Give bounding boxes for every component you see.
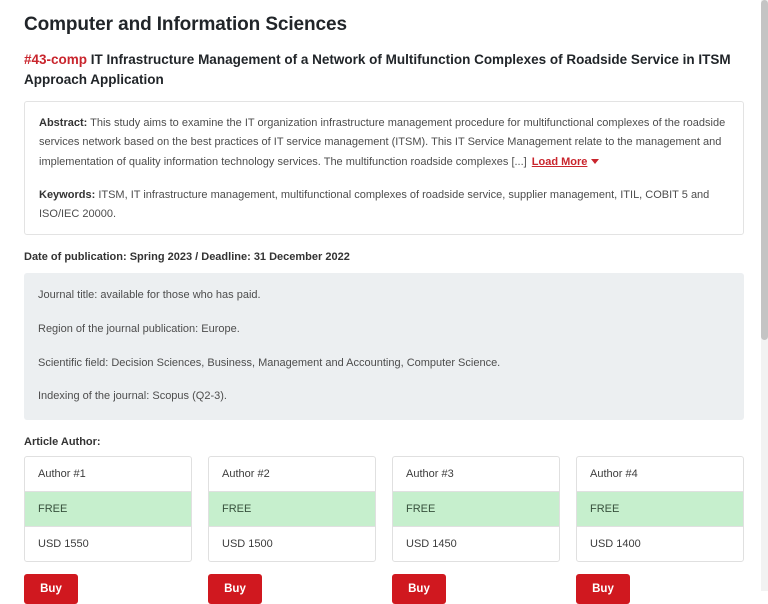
author-price: USD 1450 <box>406 537 457 550</box>
authors-row <box>24 456 744 562</box>
scrollbar-track[interactable] <box>761 0 768 591</box>
buy-button-author-1[interactable]: Buy <box>24 574 78 604</box>
author-card[interactable] <box>24 456 192 562</box>
author-name: Author #4 <box>577 457 743 492</box>
article-author-label: Article Author: <box>24 435 101 448</box>
chevron-down-icon[interactable] <box>591 159 599 164</box>
buy-button-author-4[interactable]: Buy <box>576 574 630 604</box>
journal-title-line: Journal title: available for those who has paid. <box>38 289 261 302</box>
keywords-label: Keywords: <box>39 188 96 201</box>
journal-info-box <box>24 273 744 419</box>
abstract-box <box>24 101 744 235</box>
buy-row <box>24 574 744 604</box>
buy-slot <box>392 574 560 604</box>
abstract-paragraph <box>39 114 729 172</box>
keywords-text: ITSM, IT infrastructure management, multifunctional complexes of roadside service, supplier management, ITIL, COBIT 5 and ISO/IEC 20000. <box>39 188 710 221</box>
load-more-link[interactable]: Load More <box>531 155 588 168</box>
author-price: USD 1400 <box>590 537 641 550</box>
page-title: Computer and Information Sciences <box>24 14 347 35</box>
author-status-badge: FREE <box>393 492 559 527</box>
author-card[interactable] <box>392 456 560 562</box>
author-name: Author #1 <box>25 457 191 492</box>
journal-indexing-line: Indexing of the journal: Scopus (Q2-3). <box>38 390 227 403</box>
author-card[interactable] <box>576 456 744 562</box>
buy-slot <box>576 574 744 604</box>
author-status-badge: FREE <box>25 492 191 527</box>
journal-region-line: Region of the journal publication: Europe. <box>38 322 240 335</box>
buy-button-author-2[interactable]: Buy <box>208 574 262 604</box>
author-name: Author #3 <box>393 457 559 492</box>
buy-slot <box>208 574 376 604</box>
author-name: Author #2 <box>209 457 375 492</box>
author-status-badge: FREE <box>209 492 375 527</box>
article-title: IT Infrastructure Management of a Network of Multifunction Complexes of Roadside Service in ITSM Approach Application <box>24 52 731 87</box>
journal-field-line: Scientific field: Decision Sciences, Business, Management and Accounting, Computer Science. <box>38 356 501 369</box>
abstract-text: This study aims to examine the IT organization infrastructure management procedure for multifunctional complexes of the roadside services network based on the best practices of IT service management (ITSM). This IT Service Management relate to the management and implementation of quality information technology services. The multifunction roadside complexes <box>39 117 726 168</box>
author-card[interactable] <box>208 456 376 562</box>
buy-slot <box>24 574 192 604</box>
abstract-ellipsis: [...] <box>511 155 527 168</box>
keywords-paragraph <box>39 186 729 225</box>
article-code: #43-comp <box>24 52 88 67</box>
scrollbar-thumb[interactable] <box>761 0 768 340</box>
publication-date-line: Date of publication: Spring 2023 / Deadline: 31 December 2022 <box>24 251 350 264</box>
article-heading <box>24 50 744 89</box>
buy-button-author-3[interactable]: Buy <box>392 574 446 604</box>
author-price: USD 1550 <box>38 537 89 550</box>
author-status-badge: FREE <box>577 492 743 527</box>
abstract-label: Abstract: <box>39 117 88 130</box>
author-price: USD 1500 <box>222 537 273 550</box>
